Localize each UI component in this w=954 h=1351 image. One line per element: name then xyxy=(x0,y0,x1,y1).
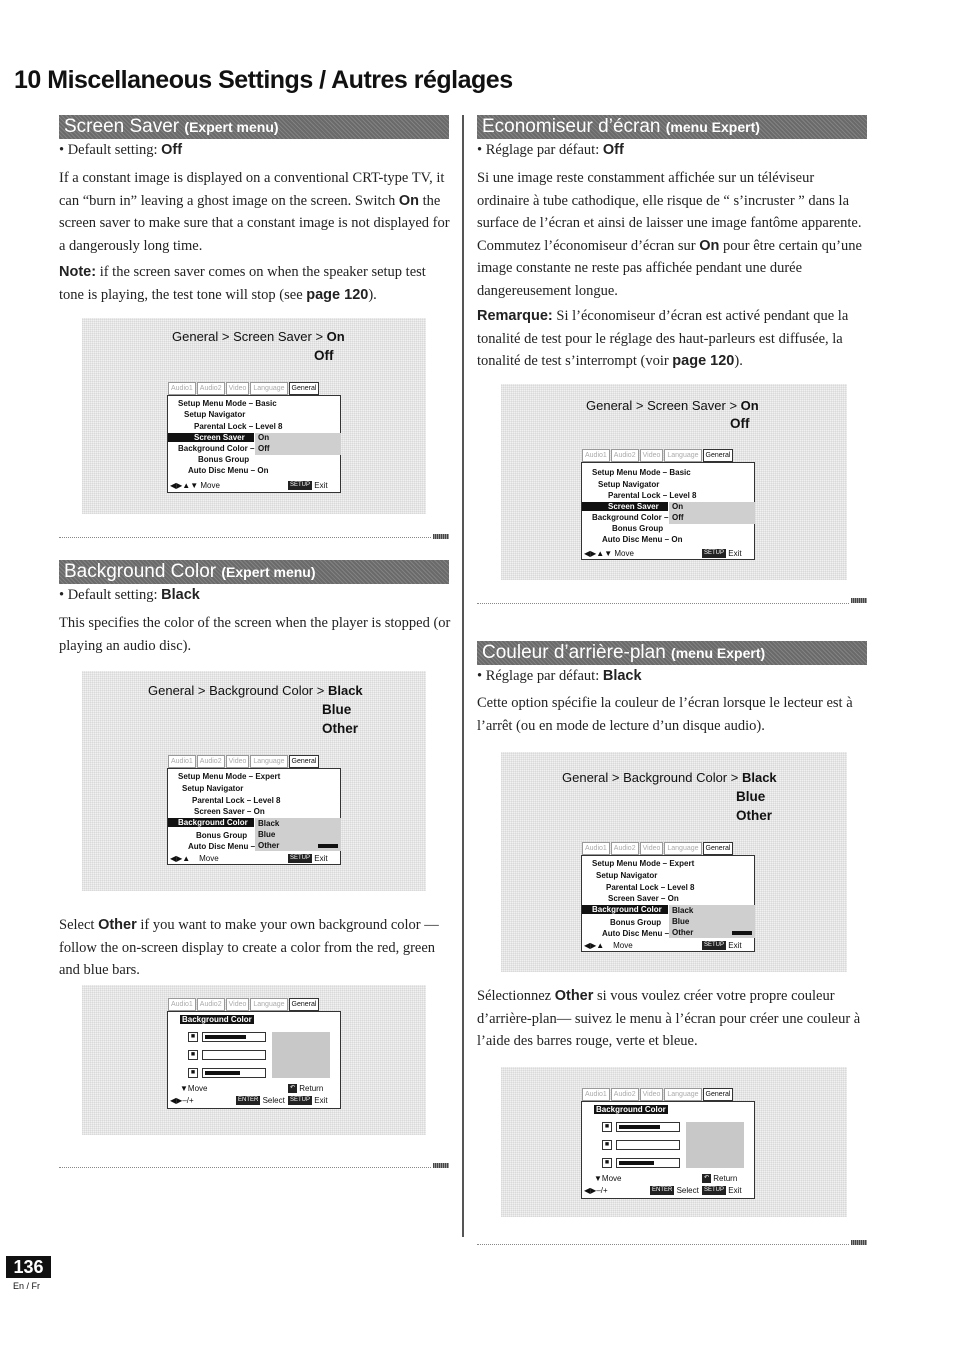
section-bar-background-color xyxy=(59,560,449,584)
exit-label: Exit xyxy=(728,941,742,950)
note-paragraph xyxy=(59,261,451,306)
red-slider xyxy=(202,1032,266,1042)
tab-language: Language xyxy=(664,842,701,855)
tab-general: General xyxy=(703,449,734,462)
note-text: Si l’économiseur d’écran est activé pendant que la tonalité de test pour le réglage des haut-parleurs est diffusée, la tonalité de test s’interrompt (voir xyxy=(477,308,849,369)
tab-audio1: Audio1 xyxy=(168,382,196,395)
osd-row-selected: Background Color xyxy=(168,818,254,827)
osd-footer-adjust: ◀▶–/+ xyxy=(584,1186,608,1195)
divider-block xyxy=(433,1163,449,1168)
option-blue: Blue xyxy=(736,789,766,804)
page-title: 10 Miscellaneous Settings / Autres réglages xyxy=(14,66,513,94)
tab-audio2: Audio2 xyxy=(197,755,225,768)
path-general: General xyxy=(172,329,219,344)
tab-general: General xyxy=(289,382,320,395)
osd-header: Background Color xyxy=(182,1015,252,1024)
color-swatch xyxy=(732,931,752,935)
note-text: if the screen saver comes on when the speaker setup test tone is playing, the test tone will stop (see xyxy=(59,264,426,303)
osd-row: Parental Lock – Level 8 xyxy=(194,422,283,431)
divider xyxy=(59,1167,431,1168)
tab-audio2: Audio2 xyxy=(611,449,639,462)
osd-footer-move: ▼Move xyxy=(594,1174,622,1183)
osd-footer-exit xyxy=(702,941,742,950)
setup-key: SETUP xyxy=(704,550,725,557)
note-text: ). xyxy=(734,353,743,369)
tab-general: General xyxy=(703,842,734,855)
tab-language: Language xyxy=(250,998,287,1011)
select-label: Select xyxy=(676,1186,699,1195)
osd-tabs xyxy=(168,755,320,768)
option-off: Off xyxy=(730,416,750,431)
default-value: Black xyxy=(602,668,642,684)
section-subtitle: (menu Expert) xyxy=(671,645,766,661)
osd-option-on: On xyxy=(258,433,270,442)
divider-block xyxy=(433,534,449,539)
default-label: • Réglage par défaut: xyxy=(477,668,603,684)
osd-option-black: Black xyxy=(258,819,280,828)
osd-row: Setup Navigator xyxy=(596,871,658,880)
return-icon: ↶ xyxy=(704,1175,710,1182)
para-bold: Other xyxy=(554,988,594,1004)
tab-audio2: Audio2 xyxy=(611,842,639,855)
osd-row: Auto Disc Menu – On xyxy=(188,466,269,475)
tab-general: General xyxy=(703,1088,734,1101)
column-divider xyxy=(462,115,464,1237)
tab-video: Video xyxy=(640,449,664,462)
section-bar-screen-saver xyxy=(59,115,449,139)
osd-footer-select xyxy=(650,1186,699,1195)
menu-path xyxy=(172,329,345,344)
osd-row: Parental Lock – Level 8 xyxy=(606,883,695,892)
para-text: the screen saver to make sure that a constant image is not displayed for a dangerously long time. xyxy=(59,192,450,254)
osd-footer-move: ◀▶▲▼ Move xyxy=(584,549,634,558)
path-sep: > xyxy=(218,329,234,344)
move-label: Move xyxy=(187,1084,208,1093)
return-icon: ↶ xyxy=(290,1085,296,1092)
tab-general: General xyxy=(289,998,320,1011)
path-general: General xyxy=(148,683,195,698)
blue-slider xyxy=(616,1158,680,1168)
default-label: • Default setting: xyxy=(59,142,162,158)
body-paragraph xyxy=(477,985,869,1053)
section-bar-economiseur xyxy=(477,115,867,139)
body-paragraph: This specifies the color of the screen when the player is stopped (or playing an audio disc). xyxy=(59,615,451,654)
divider xyxy=(477,603,849,604)
option-black: Black xyxy=(327,683,363,698)
move-label: Move xyxy=(200,481,220,490)
menu-path xyxy=(148,683,363,698)
section-title: Economiseur d’écran xyxy=(482,116,661,137)
default-label: • Réglage par défaut: xyxy=(477,142,603,158)
default-label: • Default setting: xyxy=(59,587,162,603)
osd-row: Auto Disc Menu – xyxy=(602,929,670,938)
osd-row: Setup Menu Mode – Basic xyxy=(178,399,277,408)
adjust-label: –/+ xyxy=(182,1096,194,1105)
osd-row: Setup Navigator xyxy=(182,784,244,793)
blue-level xyxy=(619,1161,654,1165)
default-value: Off xyxy=(161,142,183,158)
select-label: Select xyxy=(262,1096,285,1105)
osd-screen xyxy=(581,1091,755,1199)
option-off: Off xyxy=(314,348,334,363)
section-title: Screen Saver xyxy=(64,116,180,137)
color-adjust-diagram-fr xyxy=(501,1067,847,1217)
osd-row: Setup Menu Mode – Basic xyxy=(592,468,691,477)
osd-screen xyxy=(167,385,341,493)
body-paragraph xyxy=(477,167,869,302)
tab-audio2: Audio2 xyxy=(611,1088,639,1101)
tab-general: General xyxy=(289,755,320,768)
tab-video: Video xyxy=(226,755,250,768)
osd-row: Parental Lock – Level 8 xyxy=(192,796,281,805)
tab-language: Language xyxy=(664,449,701,462)
setup-key: SETUP xyxy=(704,942,725,949)
exit-label: Exit xyxy=(314,1096,328,1105)
osd-screen xyxy=(167,1001,341,1109)
screen-saver-diagram-fr xyxy=(501,384,847,580)
note-paragraph xyxy=(477,305,869,373)
note-label: Remarque: xyxy=(477,308,553,324)
osd-row-selected: Screen Saver xyxy=(582,502,668,511)
background-color-diagram xyxy=(82,671,426,891)
osd-footer-move: ◀▶▲ Move xyxy=(170,854,219,863)
osd-row: Background Color – xyxy=(178,444,255,453)
divider-block xyxy=(851,598,867,603)
osd-row: Screen Saver – On xyxy=(194,807,265,816)
osd-footer-exit xyxy=(288,1096,328,1105)
option-other: Other xyxy=(736,808,773,823)
blue-slider xyxy=(202,1068,266,1078)
osd-screen xyxy=(581,845,755,952)
red-bar-icon: ■ xyxy=(188,1032,198,1042)
osd-option-off: Off xyxy=(258,444,270,453)
note-label: Note: xyxy=(59,264,97,280)
section-title: Background Color xyxy=(64,561,217,582)
option-other: Other xyxy=(322,721,359,736)
tab-audio2: Audio2 xyxy=(197,382,225,395)
divider-block xyxy=(851,1240,867,1245)
path-item: Screen Saver xyxy=(233,329,312,344)
osd-tabs xyxy=(582,842,734,855)
path-sep: > xyxy=(313,683,328,698)
para-bold: On xyxy=(398,192,419,209)
blue-bar-icon: ■ xyxy=(188,1068,198,1078)
red-level xyxy=(619,1125,660,1129)
osd-footer-select xyxy=(236,1096,285,1105)
return-label: Return xyxy=(299,1084,324,1093)
path-sep: > xyxy=(608,770,624,785)
osd-row: Auto Disc Menu – On xyxy=(602,535,683,544)
option-black: Black xyxy=(741,770,777,785)
blue-bar-icon: ■ xyxy=(602,1158,612,1168)
para-text: Select xyxy=(59,917,99,933)
color-preview xyxy=(272,1032,330,1078)
tab-audio1: Audio1 xyxy=(582,1088,610,1101)
osd-row: Setup Menu Mode – Expert xyxy=(592,859,695,868)
red-slider xyxy=(616,1122,680,1132)
osd-row: Setup Navigator xyxy=(598,480,660,489)
adjust-label: –/+ xyxy=(596,1186,608,1195)
osd-row: Bonus Group xyxy=(196,831,248,840)
path-item: Background Color xyxy=(209,683,314,698)
osd-footer-exit xyxy=(702,1186,742,1195)
tab-audio1: Audio1 xyxy=(582,842,610,855)
language-label: En / Fr xyxy=(13,1281,41,1291)
screen-saver-diagram xyxy=(82,318,426,514)
osd-row: Screen Saver – On xyxy=(608,894,679,903)
note-text: ). xyxy=(368,286,377,303)
path-sep: > xyxy=(311,329,327,344)
green-bar-icon: ■ xyxy=(188,1050,198,1060)
para-bold: Other xyxy=(98,917,137,933)
exit-label: Exit xyxy=(728,1186,742,1195)
body-paragraph: Cette option spécifie la couleur de l’écran lorsque le lecteur est à l’arrêt (ou en mode de lecture d’un disque audio). xyxy=(477,695,853,734)
para-text: if you want to make your own background color — follow the on-screen display to create a color from the red, green and blue bars. xyxy=(59,917,439,978)
page-reference: page 120 xyxy=(306,286,369,303)
para-bold: On xyxy=(699,237,720,254)
para-text: Sélectionnez xyxy=(477,988,555,1004)
option-on: On xyxy=(326,329,345,344)
path-sep: > xyxy=(194,683,210,698)
section-title: Couleur d’arrière-plan xyxy=(482,642,666,663)
osd-option-on: On xyxy=(672,502,684,511)
page-reference: page 120 xyxy=(672,353,735,369)
osd-row: Parental Lock – Level 8 xyxy=(608,491,697,500)
exit-label: Exit xyxy=(314,481,328,490)
osd-tabs xyxy=(168,998,320,1011)
osd-footer-exit xyxy=(288,854,328,863)
section-subtitle: (Expert menu) xyxy=(221,564,316,580)
section-bar-couleur xyxy=(477,641,867,665)
enter-key: ENTER xyxy=(238,1097,259,1104)
default-value: Off xyxy=(602,142,624,158)
tab-video: Video xyxy=(640,842,664,855)
osd-row: Auto Disc Menu – xyxy=(188,842,256,851)
color-preview xyxy=(686,1122,744,1168)
osd-footer-move: ◀▶▲ Move xyxy=(584,941,633,950)
osd-row-selected: Background Color xyxy=(582,905,668,914)
move-label: Move xyxy=(601,1174,622,1183)
enter-key: ENTER xyxy=(652,1187,673,1194)
green-slider xyxy=(616,1140,680,1150)
path-general: General xyxy=(586,398,633,413)
menu-path xyxy=(586,398,759,413)
para-text: If a constant image is displayed on a conventional CRT-type TV, it can “burn in” leaving a ghost image on the screen. Switch xyxy=(59,170,445,209)
path-general: General xyxy=(562,770,609,785)
default-setting xyxy=(477,668,642,685)
move-label: Move xyxy=(614,549,634,558)
osd-option-off: Off xyxy=(672,513,684,522)
osd-row-selected: Screen Saver xyxy=(168,433,254,442)
default-setting xyxy=(59,142,182,159)
tab-audio1: Audio1 xyxy=(168,998,196,1011)
default-setting xyxy=(477,142,624,159)
default-setting xyxy=(59,587,200,604)
osd-row: Bonus Group xyxy=(610,918,662,927)
body-paragraph xyxy=(59,914,451,982)
tab-video: Video xyxy=(226,382,250,395)
color-adjust-diagram xyxy=(82,985,426,1135)
blue-level xyxy=(205,1071,240,1075)
osd-tabs xyxy=(582,449,734,462)
tab-audio2: Audio2 xyxy=(197,998,225,1011)
divider xyxy=(59,537,431,538)
return-label: Return xyxy=(713,1174,738,1183)
path-item: Background Color xyxy=(623,770,728,785)
osd-row: Bonus Group xyxy=(198,455,250,464)
osd-footer-return xyxy=(288,1084,323,1093)
osd-tabs xyxy=(582,1088,734,1101)
osd-option-black: Black xyxy=(672,906,694,915)
setup-key: SETUP xyxy=(290,482,311,489)
osd-row: Background Color – xyxy=(592,513,669,522)
tab-language: Language xyxy=(250,382,287,395)
section-subtitle: (Expert menu) xyxy=(184,119,279,135)
move-label: Move xyxy=(199,854,219,863)
osd-footer-return xyxy=(702,1174,737,1183)
menu-path xyxy=(562,770,777,785)
osd-row: Setup Navigator xyxy=(184,410,246,419)
exit-label: Exit xyxy=(314,854,328,863)
osd-option-other: Other xyxy=(672,928,694,937)
path-sep: > xyxy=(632,398,648,413)
osd-option-blue: Blue xyxy=(258,830,276,839)
page-number: 136 xyxy=(6,1256,51,1278)
para-text: Si une image reste constamment affichée sur un téléviseur ordinaire à tube cathodique, elle risque de “ s’incruster ” dans la surface de l’écran et ainsi de laisser une image fantôme apparente. Commutez l’économiseur d’écran sur xyxy=(477,170,862,254)
osd-screen xyxy=(167,758,341,865)
option-on: On xyxy=(740,398,759,413)
body-paragraph xyxy=(59,167,451,257)
setup-key: SETUP xyxy=(704,1187,725,1194)
osd-header: Background Color xyxy=(596,1105,666,1114)
tab-video: Video xyxy=(226,998,250,1011)
para-text: pour être certain qu’une image constante ne reste pas affichée pendant une durée dangereusement longue. xyxy=(477,237,862,299)
osd-tabs xyxy=(168,382,320,395)
tab-language: Language xyxy=(250,755,287,768)
tab-video: Video xyxy=(640,1088,664,1101)
osd-footer-move: ▼Move xyxy=(180,1084,208,1093)
osd-footer-adjust: ◀▶–/+ xyxy=(170,1096,194,1105)
divider xyxy=(477,1244,849,1245)
tab-audio1: Audio1 xyxy=(582,449,610,462)
osd-footer-move: ◀▶▲▼ Move xyxy=(170,481,220,490)
osd-row: Setup Menu Mode – Expert xyxy=(178,772,281,781)
setup-key: SETUP xyxy=(290,855,311,862)
default-value: Black xyxy=(161,587,200,603)
section-subtitle: (menu Expert) xyxy=(665,119,760,135)
path-sep: > xyxy=(727,770,742,785)
osd-footer-exit xyxy=(288,481,328,490)
red-bar-icon: ■ xyxy=(602,1122,612,1132)
osd-footer-exit xyxy=(702,549,742,558)
color-swatch xyxy=(318,844,338,848)
osd-option-other: Other xyxy=(258,841,280,850)
osd-row: Bonus Group xyxy=(612,524,664,533)
green-bar-icon: ■ xyxy=(602,1140,612,1150)
move-label: Move xyxy=(613,941,633,950)
tab-audio1: Audio1 xyxy=(168,755,196,768)
para-text: si vous voulez créer votre propre couleur d’arrière-plan— suivez le menu à l’écran pour créer une couleur à l’aide des barres rouge, verte et bleue. xyxy=(477,988,861,1049)
path-sep: > xyxy=(725,398,741,413)
setup-key: SETUP xyxy=(290,1097,311,1104)
green-slider xyxy=(202,1050,266,1060)
red-level xyxy=(205,1035,246,1039)
background-color-diagram-fr xyxy=(501,752,847,972)
option-blue: Blue xyxy=(322,702,352,717)
path-item: Screen Saver xyxy=(647,398,726,413)
osd-screen xyxy=(581,452,755,560)
osd-option-blue: Blue xyxy=(672,917,690,926)
exit-label: Exit xyxy=(728,549,742,558)
tab-language: Language xyxy=(664,1088,701,1101)
